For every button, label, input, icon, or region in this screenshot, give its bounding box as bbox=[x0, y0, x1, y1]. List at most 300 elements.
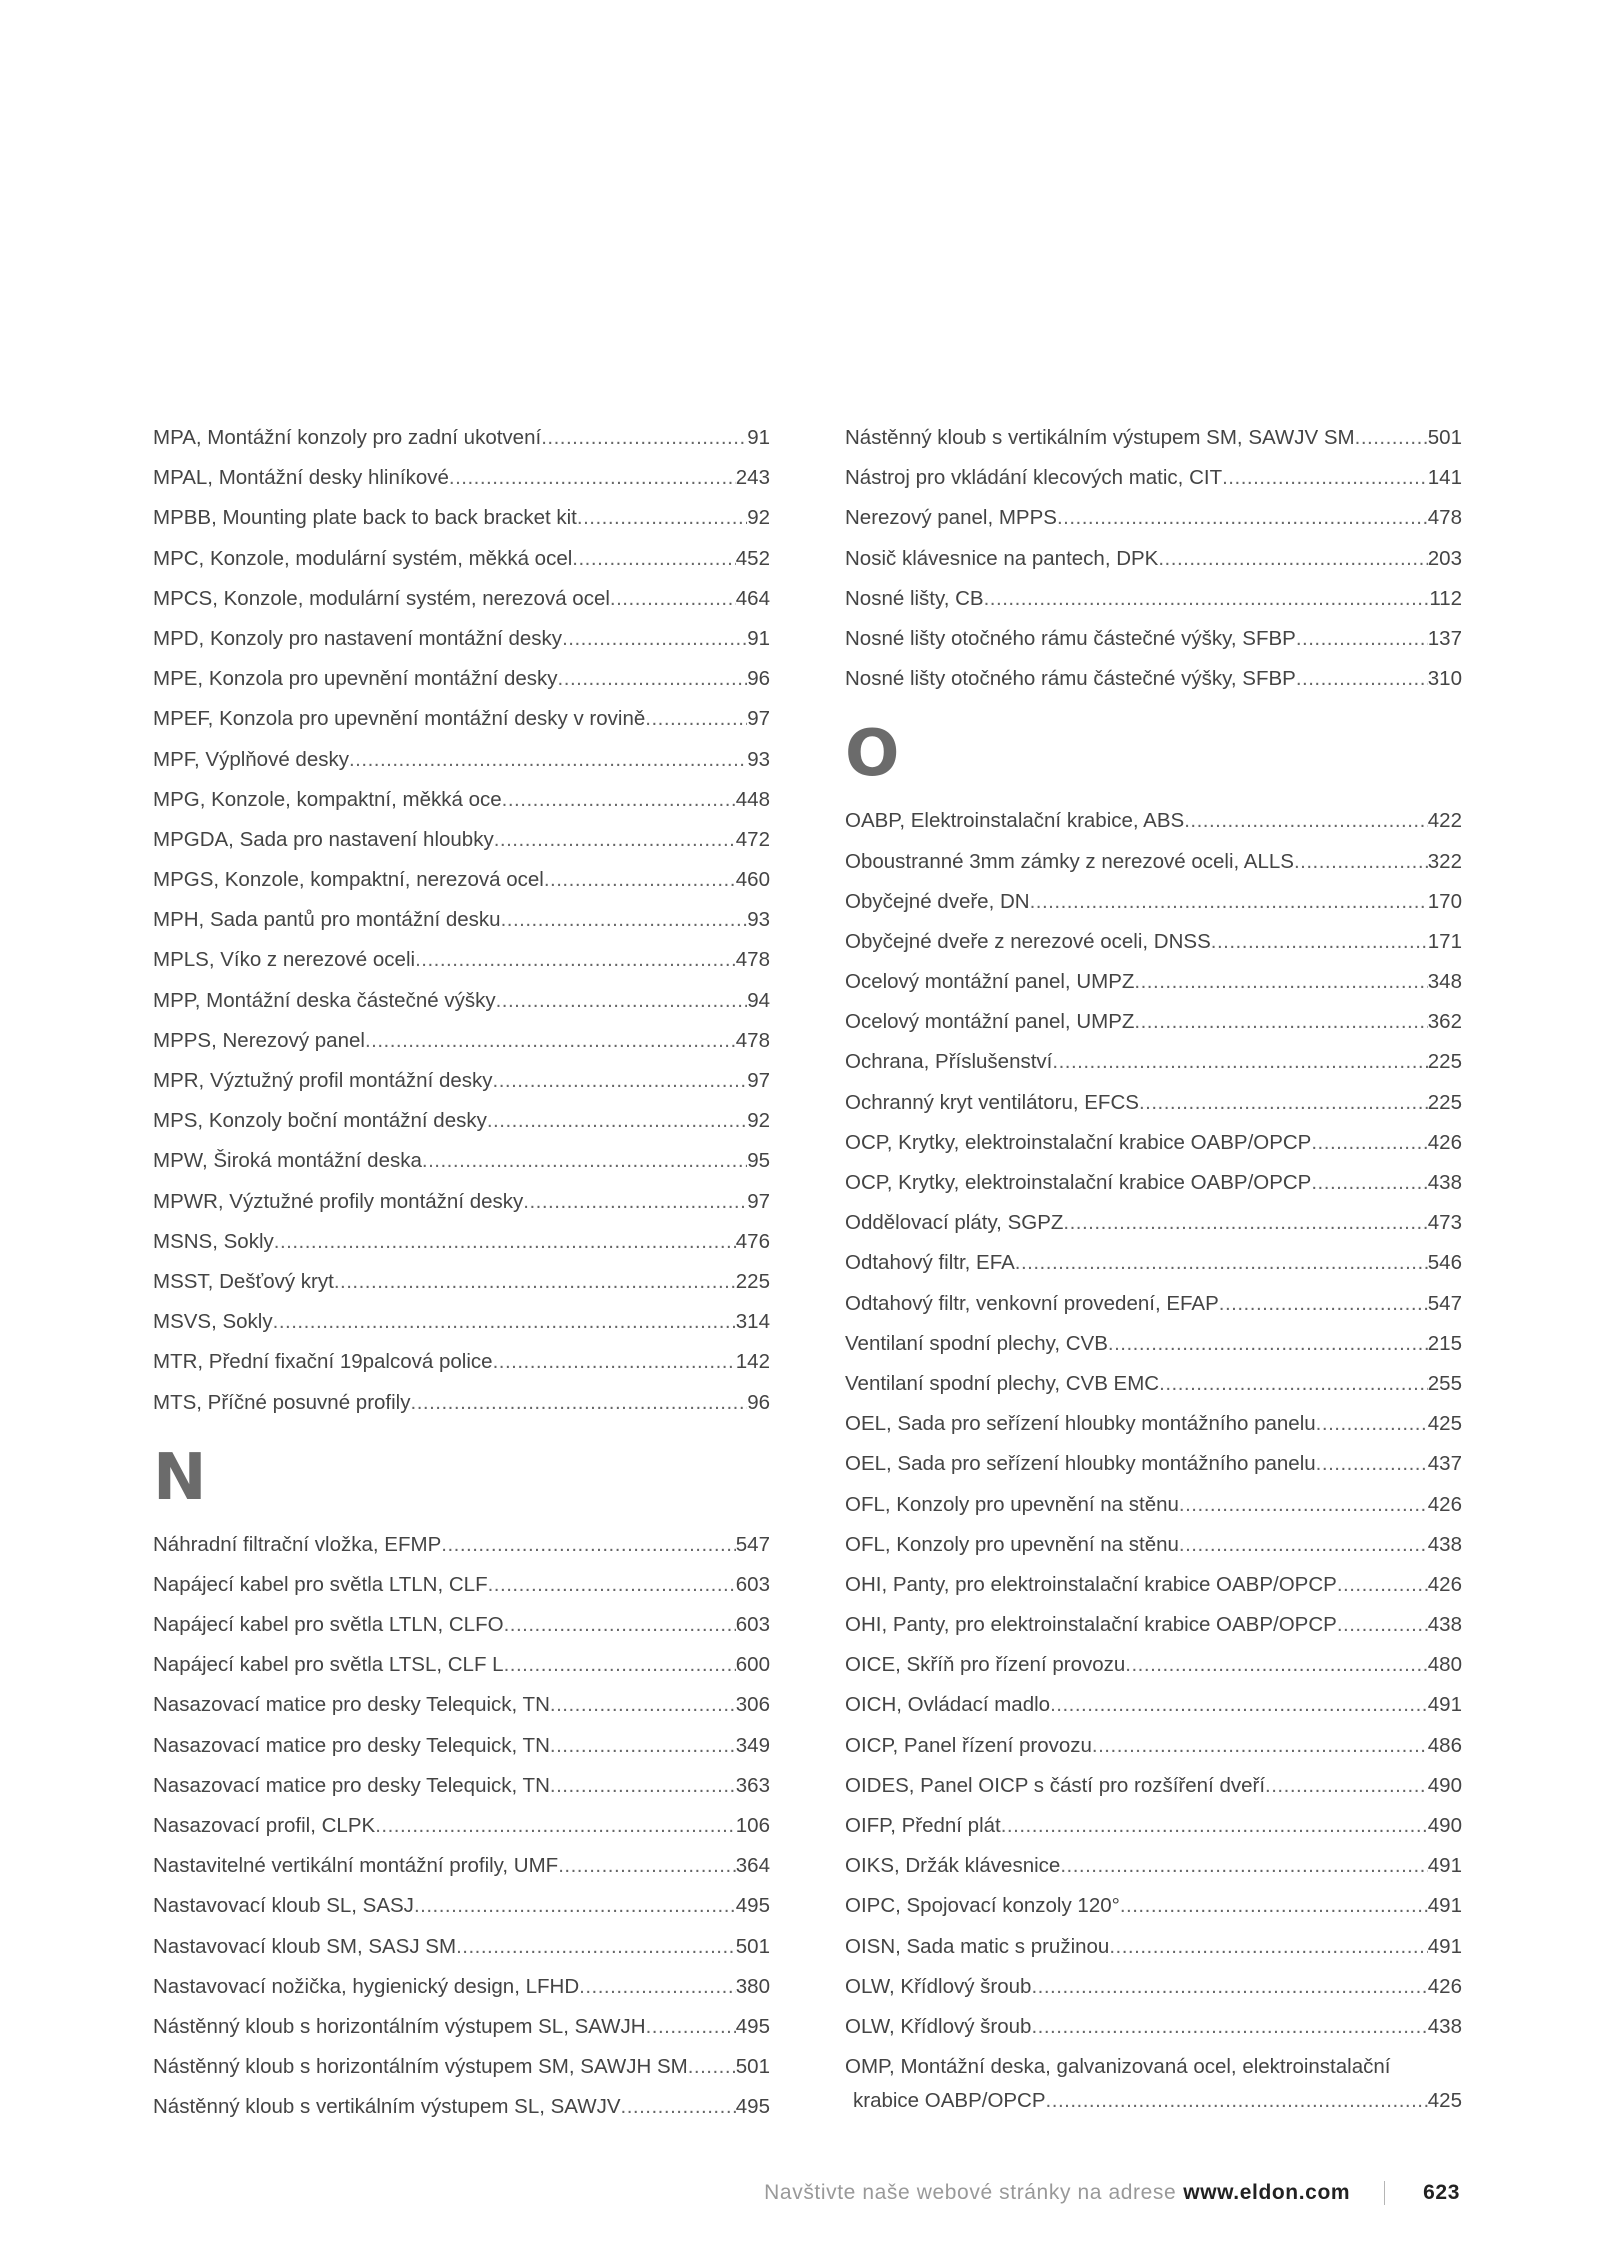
index-entry-page: 495 bbox=[735, 1894, 770, 1918]
index-entry-name: OHI, Panty, pro elektroinstalační krabice OABP/OPCP bbox=[845, 1572, 1337, 1596]
index-entry-name: MPW, Široká montážní deska bbox=[153, 1149, 422, 1173]
index-entry-page: 501 bbox=[1427, 426, 1462, 449]
index-entry-page: 363 bbox=[735, 1773, 770, 1797]
index-entry-page: 171 bbox=[1427, 929, 1462, 953]
index-entry-name: OCP, Krytky, elektroinstalační krabice OABP/OPCP bbox=[845, 1171, 1312, 1194]
index-entry-name-continued: krabice OABP/OPCP bbox=[853, 2089, 1046, 2113]
dot-leader bbox=[502, 780, 736, 820]
index-entry bbox=[845, 1565, 1462, 1605]
footer-visit-text: Navštivte naše webové stránky na adrese bbox=[764, 2181, 1177, 2204]
index-entry-page: 426 bbox=[1427, 1492, 1462, 1516]
index-entry bbox=[153, 1605, 770, 1645]
index-entry-name: OCP, Krytky, elektroinstalační krabice OABP/OPCP bbox=[845, 1130, 1312, 1154]
dot-leader bbox=[541, 418, 747, 458]
index-entry-name: Ochrana, Příslušenství bbox=[845, 1050, 1053, 1074]
dot-leader bbox=[1125, 1645, 1428, 1685]
index-entry-page: 437 bbox=[1427, 1452, 1462, 1476]
index-entry-page: 460 bbox=[735, 868, 770, 892]
index-entry-name: Nerezový panel, MPPS bbox=[845, 506, 1057, 530]
index-entry-name: Nasazovací matice pro desky Telequick, TN bbox=[153, 1773, 550, 1797]
dot-leader bbox=[558, 1846, 736, 1886]
index-entry bbox=[153, 2047, 770, 2087]
index-entry-name: Nosné lišty otočného rámu částečné výšky, SFBP bbox=[845, 626, 1296, 650]
index-entry-page: 142 bbox=[735, 1350, 770, 1374]
index-entry-name: MPBB, Mounting plate back to back bracket kit bbox=[153, 506, 577, 530]
index-entry bbox=[845, 801, 1462, 841]
index-entry bbox=[153, 1525, 770, 1565]
index-letter-heading: O bbox=[845, 717, 900, 792]
index-entry-name: MPP, Montážní deska částečné výšky bbox=[153, 988, 496, 1012]
index-entry bbox=[845, 1083, 1462, 1123]
dot-leader bbox=[558, 659, 748, 699]
index-entry bbox=[153, 820, 770, 860]
index-entry-name: OMP, Montážní deska, galvanizovaná ocel, elektroinstalační bbox=[845, 2055, 1391, 2079]
index-entry bbox=[153, 1262, 770, 1302]
index-entry-name: OIDES, Panel OICP s částí pro rozšíření dveří bbox=[845, 1773, 1266, 1797]
index-entry-name: OFL, Konzoly pro upevnění na stěnu bbox=[845, 1492, 1179, 1516]
index-entry-name: OFL, Konzoly pro upevnění na stěnu bbox=[845, 1532, 1179, 1556]
dot-leader bbox=[1296, 619, 1428, 659]
dot-leader bbox=[550, 1726, 736, 1766]
page-number: 623 bbox=[1423, 2181, 1460, 2204]
index-entry-page: 490 bbox=[1427, 1773, 1462, 1797]
dot-leader bbox=[375, 1806, 736, 1846]
dot-leader bbox=[1316, 1404, 1428, 1444]
index-entry-page: 603 bbox=[735, 1572, 770, 1596]
dot-leader bbox=[501, 900, 748, 940]
index-entry bbox=[845, 1243, 1462, 1283]
index-entry-page: 472 bbox=[735, 827, 770, 851]
dot-leader bbox=[1296, 659, 1428, 699]
index-entry bbox=[845, 1726, 1462, 1766]
dot-leader bbox=[415, 940, 736, 980]
index-entry-page: 491 bbox=[1427, 1854, 1462, 1878]
index-entry-page: 480 bbox=[1427, 1653, 1462, 1677]
index-entry-name: Ocelový montážní panel, UMPZ bbox=[845, 1010, 1135, 1034]
dot-leader bbox=[1316, 1444, 1428, 1484]
index-entry-page: 495 bbox=[735, 2095, 770, 2119]
index-entry-name: OABP, Elektroinstalační krabice, ABS bbox=[845, 809, 1185, 833]
index-entry-page: 491 bbox=[1427, 1894, 1462, 1918]
dot-leader bbox=[496, 981, 748, 1021]
index-entry bbox=[153, 1886, 770, 1926]
index-entry-page: 426 bbox=[1427, 1130, 1462, 1154]
index-entry-name: Ochranný kryt ventilátoru, EFCS bbox=[845, 1090, 1139, 1114]
index-entry-name: Nastavovací kloub SL, SASJ bbox=[153, 1894, 414, 1918]
index-entry bbox=[845, 882, 1462, 922]
index-entry bbox=[845, 1967, 1462, 2007]
index-entry-name: MPC, Konzole, modulární systém, měkká ocel bbox=[153, 546, 573, 570]
index-entry-page: 490 bbox=[1427, 1814, 1462, 1837]
index-entry bbox=[153, 1685, 770, 1725]
index-entry-name: OEL, Sada pro seřízení hloubky montážního panelu bbox=[845, 1412, 1316, 1436]
dot-leader bbox=[579, 1967, 736, 2007]
dot-leader bbox=[646, 2007, 736, 2047]
index-entry-page: 380 bbox=[735, 1974, 770, 1998]
index-entry-page: 225 bbox=[735, 1269, 770, 1293]
index-entry-name: Nastavovací kloub SM, SASJ SM bbox=[153, 1934, 457, 1958]
index-entry bbox=[845, 1605, 1462, 1645]
index-entry-name: OICE, Skříň pro řízení provozu bbox=[845, 1653, 1126, 1677]
index-entry bbox=[153, 1021, 770, 1061]
index-entry-name: Nosné lišty, CB bbox=[845, 586, 984, 610]
index-entry-name: MTS, Příčné posuvné profily bbox=[153, 1390, 411, 1414]
index-group-n-continued bbox=[845, 418, 1462, 699]
index-entry bbox=[845, 418, 1462, 458]
index-entry-name: MPD, Konzoly pro nastavení montážní desky bbox=[153, 626, 563, 650]
index-entry-page: 422 bbox=[1427, 809, 1462, 833]
index-entry-page: 603 bbox=[735, 1613, 770, 1637]
index-entry-page: 94 bbox=[747, 988, 770, 1012]
index-entry bbox=[845, 1927, 1462, 1967]
index-entry-page: 225 bbox=[1427, 1050, 1462, 1074]
dot-leader bbox=[504, 1605, 736, 1645]
footer-website-link[interactable]: www.eldon.com bbox=[1183, 2181, 1351, 2204]
index-entry bbox=[845, 1806, 1462, 1846]
index-entry-name: MPGS, Konzole, kompaktní, nerezová ocel bbox=[153, 868, 544, 892]
dot-leader bbox=[1134, 962, 1427, 1002]
index-entry bbox=[845, 842, 1462, 882]
index-entry-name: Odtahový filtr, EFA bbox=[845, 1251, 1015, 1275]
dot-leader bbox=[610, 579, 736, 619]
index-entry bbox=[845, 1645, 1462, 1685]
index-entry-page: 225 bbox=[1427, 1090, 1462, 1114]
index-entry-page: 362 bbox=[1427, 1010, 1462, 1034]
dot-leader bbox=[1001, 1806, 1428, 1846]
index-entry bbox=[845, 1203, 1462, 1243]
dot-leader bbox=[411, 1383, 748, 1423]
index-entry bbox=[153, 1302, 770, 1342]
index-entry-page: 92 bbox=[747, 506, 770, 530]
index-entry-page: 478 bbox=[735, 948, 770, 972]
index-entry-name: MPEF, Konzola pro upevnění montážní desky v rovině bbox=[153, 707, 646, 731]
dot-leader bbox=[1050, 1685, 1428, 1725]
index-entry-page: 92 bbox=[747, 1109, 770, 1133]
index-entry-page: 97 bbox=[747, 707, 770, 731]
index-entry bbox=[845, 2047, 1462, 2127]
index-entry bbox=[153, 1565, 770, 1605]
dot-leader bbox=[1031, 2007, 1427, 2047]
index-entry-name: MPAL, Montážní desky hliníkové bbox=[153, 466, 449, 490]
index-group-n bbox=[153, 1525, 770, 2128]
index-entry-page: 91 bbox=[747, 426, 770, 449]
dot-leader bbox=[487, 1101, 747, 1141]
index-entry bbox=[153, 1101, 770, 1141]
index-entry-name: MPE, Konzola pro upevnění montážní desky bbox=[153, 667, 558, 691]
index-entry bbox=[153, 1383, 770, 1423]
index-entry bbox=[845, 1002, 1462, 1042]
dot-leader bbox=[1046, 2087, 1428, 2115]
dot-leader bbox=[1031, 1967, 1427, 2007]
index-entry-name: Nástroj pro vkládání klecových matic, CIT bbox=[845, 466, 1223, 490]
dot-leader bbox=[493, 1061, 748, 1101]
index-entry-page: 426 bbox=[1427, 1974, 1462, 1998]
index-entry-page: 203 bbox=[1427, 546, 1462, 570]
index-entry-page: 141 bbox=[1427, 466, 1462, 490]
index-entry-page: 452 bbox=[735, 546, 770, 570]
dot-leader bbox=[688, 2047, 736, 2087]
dot-leader bbox=[523, 1182, 747, 1222]
index-entry bbox=[153, 1061, 770, 1101]
index-entry-page: 255 bbox=[1427, 1371, 1462, 1395]
index-entry-page: 314 bbox=[735, 1310, 770, 1334]
dot-leader bbox=[550, 1685, 736, 1725]
index-entry-page: 491 bbox=[1427, 1693, 1462, 1717]
dot-leader bbox=[550, 1766, 736, 1806]
index-entry-page: 486 bbox=[1427, 1733, 1462, 1757]
index-entry bbox=[153, 1726, 770, 1766]
index-entry bbox=[845, 1444, 1462, 1484]
index-entry-name: Obyčejné dveře, DN bbox=[845, 889, 1030, 913]
index-entry-name: MPGDA, Sada pro nastavení hloubky bbox=[153, 827, 494, 851]
index-entry-name: Napájecí kabel pro světla LTSL, CLF L bbox=[153, 1653, 504, 1677]
index-entry-name: Nastavovací nožička, hygienický design, LFHD bbox=[153, 1974, 580, 1998]
index-entry bbox=[153, 1141, 770, 1181]
dot-leader bbox=[572, 539, 736, 579]
dot-leader bbox=[365, 1021, 736, 1061]
index-entry-name: MSNS, Sokly bbox=[153, 1229, 274, 1253]
index-entry-name: Ocelový montážní panel, UMPZ bbox=[845, 970, 1135, 994]
dot-leader bbox=[1134, 1002, 1427, 1042]
index-entry-name: OLW, Křídlový šroub bbox=[845, 1974, 1032, 1998]
index-entry-name: Napájecí kabel pro světla LTLN, CLFO bbox=[153, 1613, 504, 1637]
index-column-right bbox=[845, 418, 1462, 2128]
index-entry-name: MPG, Konzole, kompaktní, měkká oce bbox=[153, 787, 502, 811]
dot-leader bbox=[544, 860, 736, 900]
index-entry-name: MPA, Montážní konzoly pro zadní ukotvení bbox=[153, 426, 542, 449]
index-entry-page: 600 bbox=[735, 1653, 770, 1677]
index-entry bbox=[153, 418, 770, 458]
dot-leader bbox=[1108, 1324, 1428, 1364]
dot-leader bbox=[577, 498, 747, 538]
index-entry-page: 106 bbox=[735, 1814, 770, 1837]
index-entry-page: 473 bbox=[1427, 1211, 1462, 1235]
index-entry-name: OIFP, Přední plát bbox=[845, 1814, 1001, 1837]
index-entry bbox=[153, 539, 770, 579]
index-entry-name: Oddělovací pláty, SGPZ bbox=[845, 1211, 1064, 1235]
index-entry-name: OIKS, Držák klávesnice bbox=[845, 1854, 1061, 1878]
index-entry bbox=[153, 498, 770, 538]
index-entry bbox=[845, 1886, 1462, 1926]
dot-leader bbox=[1222, 458, 1428, 498]
index-entry-name: OICP, Panel řízení provozu bbox=[845, 1733, 1092, 1757]
dot-leader bbox=[334, 1262, 736, 1302]
dot-leader bbox=[488, 1565, 736, 1605]
dot-leader bbox=[349, 740, 747, 780]
index-entry bbox=[153, 940, 770, 980]
dot-leader bbox=[273, 1302, 736, 1342]
index-entry-page: 170 bbox=[1427, 889, 1462, 913]
index-entry bbox=[153, 2087, 770, 2127]
index-entry-page: 243 bbox=[735, 466, 770, 490]
index-entry-page: 501 bbox=[735, 2055, 770, 2079]
index-entry-name: Nástěnný kloub s horizontálním výstupem SL, SAWJH bbox=[153, 2014, 646, 2038]
dot-leader bbox=[1139, 1083, 1428, 1123]
index-entry-page: 348 bbox=[1427, 970, 1462, 994]
index-entry bbox=[845, 1485, 1462, 1525]
index-entry bbox=[845, 1685, 1462, 1725]
index-entry bbox=[153, 1342, 770, 1382]
index-entry-name: OHI, Panty, pro elektroinstalační krabice OABP/OPCP bbox=[845, 1613, 1337, 1637]
index-entry bbox=[845, 1324, 1462, 1364]
index-entry bbox=[845, 922, 1462, 962]
index-entry bbox=[845, 1525, 1462, 1565]
index-entry bbox=[845, 1766, 1462, 1806]
index-entry-name: Odtahový filtr, venkovní provedení, EFAP bbox=[845, 1291, 1219, 1315]
index-entry-name: OIPC, Spojovací konzoly 120° bbox=[845, 1894, 1120, 1918]
dot-leader bbox=[504, 1645, 736, 1685]
index-entry-name: MSST, Dešťový kryt bbox=[153, 1269, 334, 1293]
index-entry bbox=[845, 458, 1462, 498]
index-entry-name: MPH, Sada pantů pro montážní desku bbox=[153, 908, 501, 932]
index-entry-name: Nosné lišty otočného rámu částečné výšky, SFBP bbox=[845, 667, 1296, 691]
index-entry bbox=[845, 1846, 1462, 1886]
index-entry bbox=[845, 579, 1462, 619]
index-entry bbox=[845, 659, 1462, 699]
index-entry bbox=[153, 659, 770, 699]
index-entry-name: Nosič klávesnice na pantech, DPK bbox=[845, 546, 1159, 570]
index-entry-page: 96 bbox=[747, 667, 770, 691]
index-entry-name: Ventilaní spodní plechy, CVB bbox=[845, 1331, 1108, 1355]
index-entry-name: Náhradní filtrační vložka, EFMP bbox=[153, 1532, 442, 1556]
dot-leader bbox=[1120, 1886, 1428, 1926]
index-column-left bbox=[153, 418, 770, 2128]
index-entry bbox=[153, 981, 770, 1021]
footer-divider bbox=[1384, 2181, 1385, 2205]
index-entry bbox=[153, 2007, 770, 2047]
index-entry bbox=[153, 1766, 770, 1806]
dot-leader bbox=[1015, 1243, 1428, 1283]
dot-leader bbox=[1311, 1163, 1427, 1203]
index-entry-name: MPLS, Víko z nerezové oceli bbox=[153, 948, 416, 972]
dot-leader bbox=[1211, 922, 1428, 962]
index-entry-page: 97 bbox=[747, 1069, 770, 1092]
dot-leader bbox=[562, 619, 747, 659]
index-entry-name: Nasazovací profil, CLPK bbox=[153, 1814, 376, 1837]
index-entry bbox=[153, 860, 770, 900]
index-entry-name: Nástěnný kloub s vertikálním výstupem SL, SAWJV bbox=[153, 2095, 621, 2119]
index-entry-page: 478 bbox=[735, 1028, 770, 1052]
index-entry-name: Obyčejné dveře z nerezové oceli, DNSS bbox=[845, 929, 1211, 953]
index-entry-name: Napájecí kabel pro světla LTLN, CLF bbox=[153, 1572, 488, 1596]
index-entry-name: OISN, Sada matic s pružinou bbox=[845, 1934, 1110, 1958]
index-entry-page: 310 bbox=[1427, 667, 1462, 691]
index-entry bbox=[153, 699, 770, 739]
index-entry bbox=[845, 498, 1462, 538]
index-entry-page: 93 bbox=[747, 747, 770, 771]
index-entry-page: 96 bbox=[747, 1390, 770, 1414]
index-entry-name: Ventilaní spodní plechy, CVB EMC bbox=[845, 1371, 1160, 1395]
dot-leader bbox=[1063, 1203, 1427, 1243]
index-entry-page: 547 bbox=[735, 1532, 770, 1556]
dot-leader bbox=[1158, 539, 1427, 579]
index-entry bbox=[153, 1927, 770, 1967]
index-entry-page: 112 bbox=[1429, 586, 1462, 610]
index-entry-continuation bbox=[845, 2087, 1462, 2127]
index-entry-page: 322 bbox=[1427, 849, 1462, 873]
index-entry bbox=[153, 780, 770, 820]
index-entry bbox=[845, 1364, 1462, 1404]
index-entry bbox=[153, 900, 770, 940]
index-entry bbox=[153, 1645, 770, 1685]
index-entry-page: 425 bbox=[1427, 2089, 1462, 2113]
index-entry-page: 495 bbox=[735, 2014, 770, 2038]
dot-leader bbox=[1159, 1364, 1428, 1404]
index-entry bbox=[153, 1806, 770, 1846]
index-entry-name: OLW, Křídlový šroub bbox=[845, 2014, 1032, 2038]
index-entry bbox=[153, 1967, 770, 2007]
dot-leader bbox=[621, 2087, 736, 2127]
index-entry-page: 91 bbox=[747, 626, 770, 650]
index-entry bbox=[845, 962, 1462, 1002]
index-entry bbox=[845, 1284, 1462, 1324]
index-entry-page: 476 bbox=[735, 1229, 770, 1253]
dot-leader bbox=[1294, 842, 1428, 882]
index-entry-page: 438 bbox=[1427, 1532, 1462, 1556]
index-entry-name: Nástěnný kloub s vertikálním výstupem SM, SAWJV SM bbox=[845, 426, 1355, 449]
index-entry bbox=[153, 1222, 770, 1262]
index-entry bbox=[845, 1123, 1462, 1163]
dot-leader bbox=[1184, 801, 1428, 841]
dot-leader bbox=[1311, 1123, 1427, 1163]
index-entry bbox=[845, 619, 1462, 659]
index-entry-page: 438 bbox=[1427, 1171, 1462, 1194]
index-entry-name: Oboustranné 3mm zámky z nerezové oceli, ALLS bbox=[845, 849, 1294, 873]
index-entry-page: 93 bbox=[747, 908, 770, 932]
dot-leader bbox=[1030, 882, 1428, 922]
index-entry bbox=[153, 619, 770, 659]
index-entry-name: MPS, Konzoly boční montážní desky bbox=[153, 1109, 487, 1133]
index-entry-page: 438 bbox=[1427, 2014, 1462, 2038]
index-entry-page: 306 bbox=[735, 1693, 770, 1717]
index-entry-name: Nastavitelné vertikální montážní profily, UMF bbox=[153, 1854, 559, 1878]
dot-leader bbox=[449, 458, 736, 498]
index-entry bbox=[153, 458, 770, 498]
dot-leader bbox=[1057, 498, 1428, 538]
dot-leader bbox=[494, 820, 736, 860]
page-footer bbox=[764, 2181, 1460, 2205]
dot-leader bbox=[274, 1222, 736, 1262]
index-entry-page: 97 bbox=[747, 1189, 770, 1213]
index-entry-page: 364 bbox=[735, 1854, 770, 1878]
index-entry-page: 547 bbox=[1427, 1291, 1462, 1315]
index-group-o bbox=[845, 801, 1462, 2047]
dot-leader bbox=[441, 1525, 736, 1565]
index-entry bbox=[845, 1163, 1462, 1203]
index-entry-page: 95 bbox=[747, 1149, 770, 1173]
index-group-m bbox=[153, 418, 770, 1423]
index-entry-name: MTR, Přední fixační 19palcová police bbox=[153, 1350, 493, 1374]
dot-leader bbox=[1179, 1485, 1428, 1525]
index-entry-name: Nástěnný kloub s horizontálním výstupem SM, SAWJH SM bbox=[153, 2055, 688, 2079]
dot-leader bbox=[1109, 1927, 1427, 1967]
index-entry bbox=[845, 2007, 1462, 2047]
index-entry-name: OICH, Ovládací madlo bbox=[845, 1693, 1051, 1717]
index-entry-page: 215 bbox=[1427, 1331, 1462, 1355]
index-entry-page: 546 bbox=[1427, 1251, 1462, 1275]
dot-leader bbox=[1355, 418, 1428, 458]
index-entry bbox=[153, 1182, 770, 1222]
index-entry-page: 501 bbox=[735, 1934, 770, 1958]
index-entry bbox=[153, 1846, 770, 1886]
index-entry-page: 448 bbox=[735, 787, 770, 811]
index-entry bbox=[153, 740, 770, 780]
index-entry-name: Nasazovací matice pro desky Telequick, TN bbox=[153, 1733, 550, 1757]
dot-leader bbox=[1060, 1846, 1427, 1886]
index-entry-name: Nasazovací matice pro desky Telequick, TN bbox=[153, 1693, 550, 1717]
dot-leader bbox=[1337, 1565, 1428, 1605]
dot-leader bbox=[1052, 1042, 1427, 1082]
